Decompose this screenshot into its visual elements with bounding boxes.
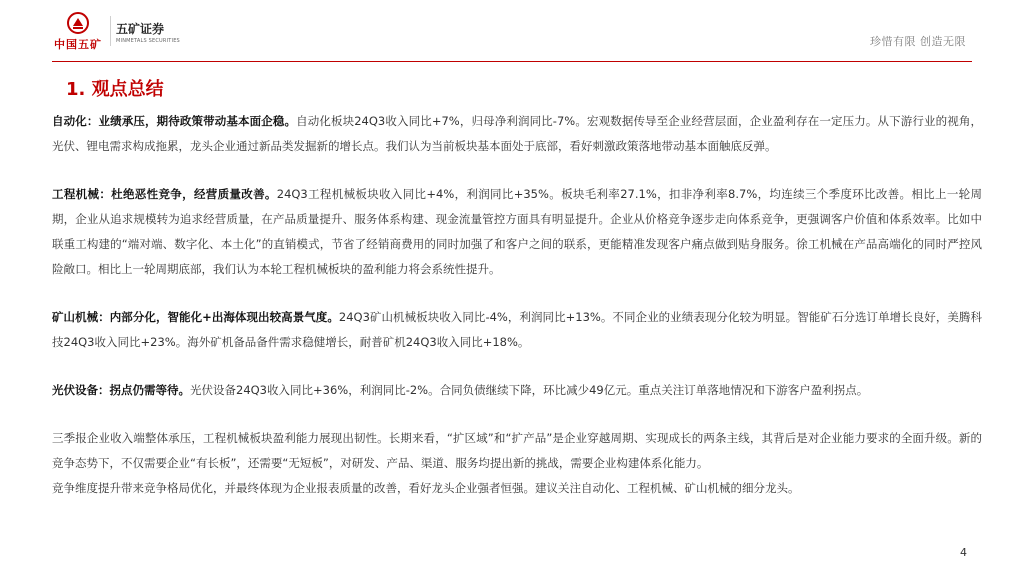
page-number: 4 (960, 546, 967, 559)
paragraph-lead: 自动化：业绩承压，期待政策带动基本面企稳。 (52, 114, 297, 128)
header-divider (52, 61, 972, 62)
paragraph-body: 24Q3工程机械板块收入同比+4%，利润同比+35%。板块毛利率27.1%，扣非净利率8.7%，均连续三个季度环比改善。相比上一轮周期，企业从追求规模转为追求经营质量，在产品质量提升、服务体系构建、现金流量管控方面具有明显提升。企业从价格竞争逐步走向体系竞争，更强调客户价值和体系效率。比如中联重工构建的“端对端、数字化、本土化”的直销模式，节省了经销商费用的同时加强了和客户之间的联系，更能精准发现客户痛点做到贴身服务。徐工机械在产品高端化的同时严控风险敞口。相比上一轮周期底部，我们认为本轮工程机械板块的盈利能力将会系统性提升。 (52, 187, 982, 276)
logo-secondary-name: 五矿证券 (116, 22, 165, 36)
logo-primary-name: 中国五矿 (54, 38, 102, 51)
paragraph-body: 三季报企业收入端整体承压，工程机械板块盈利能力展现出韧性。长期来看，“扩区域”和“扩产品”是企业穿越周期、实现成长的两条主线，其背后是对企业能力要求的全面升级。新的竞争态势下，不仅需要企业“有长板”，还需要“无短板”，对研发、产品、渠道、服务均提出新的挑战，需要企业构建体系化能力。 (52, 431, 982, 470)
paragraph-automation (52, 109, 982, 159)
page-header (0, 0, 1024, 62)
paragraph-construction-machinery (52, 182, 982, 282)
paragraph-body: 自动化板块24Q3收入同比+7%，归母净利润同比-7%。宏观数据传导至企业经营层面，企业盈利存在一定压力。从下游行业的视角，光伏、锂电需求构成拖累，龙头企业通过新品类发掘新的增长点。我们认为当前板块基本面处于底部，看好刺激政策落地带动基本面触底反弹。 (52, 114, 982, 153)
paragraph-body: 光伏设备24Q3收入同比+36%，利润同比-2%。合同负债继续下降，环比减少49亿元。重点关注订单落地情况和下游客户盈利拐点。 (190, 383, 869, 397)
logo-divider (110, 16, 111, 46)
summary-content (52, 109, 982, 501)
page-title: 1. 观点总结 (66, 79, 164, 100)
paragraph-conclusion-2 (52, 476, 982, 501)
paragraph-pv-equipment (52, 378, 982, 403)
paragraph-lead: 光伏设备：拐点仍需等待。 (52, 383, 190, 397)
securities-logo (116, 20, 180, 44)
paragraph-body: 竞争维度提升带来竞争格局优化，并最终体现为企业报表质量的改善，看好龙头企业强者恒强。建议关注自动化、工程机械、矿山机械的细分龙头。 (52, 481, 800, 495)
slogan: 珍惜有限 创造无限 (870, 35, 966, 48)
paragraph-body: 24Q3矿山机械板块收入同比-4%，利润同比+13%。不同企业的业绩表现分化较为明显。智能矿石分选订单增长良好，美腾科技24Q3收入同比+23%。海外矿机备品备件需求稳健增长，耐普矿机24Q3收入同比+18%。 (52, 310, 982, 349)
paragraph-conclusion-1 (52, 426, 982, 476)
paragraph-mining-machinery (52, 305, 982, 355)
logo-secondary-en: MINMETALS SECURITIES (116, 38, 180, 44)
minmetals-logo (50, 12, 106, 52)
paragraph-lead: 工程机械：杜绝恶性竞争，经营质量改善。 (52, 187, 277, 201)
paragraph-lead: 矿山机械：内部分化，智能化+出海体现出较高景气度。 (52, 310, 339, 324)
minmetals-logo-icon (67, 12, 89, 34)
